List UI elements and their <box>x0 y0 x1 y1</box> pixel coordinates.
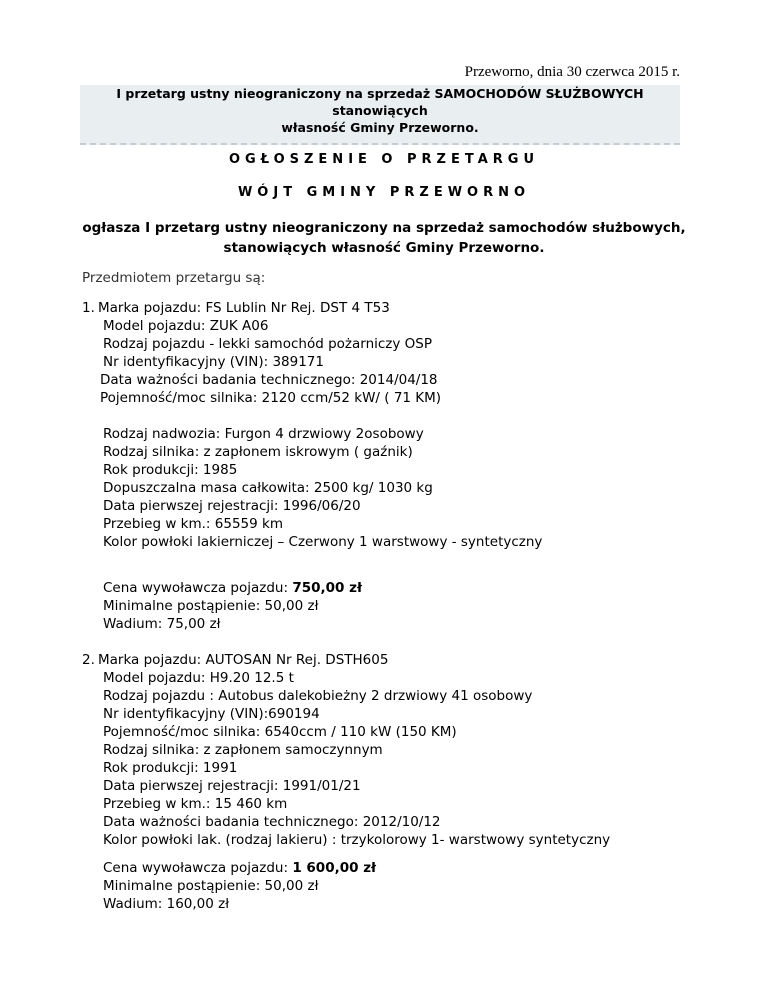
vehicle-detail: Data ważności badania technicznego: 2012/10/12 <box>103 814 441 830</box>
vehicle-detail: Data pierwszej rejestracji: 1991/01/21 <box>103 778 361 794</box>
vehicle-detail: Rodzaj nadwozia: Furgon 4 drzwiowy 2osobowy <box>103 426 424 442</box>
vehicle-detail: Rodzaj silnika: z zapłonem iskrowym ( gaźnik) <box>103 444 413 460</box>
date-line: Przeworno, dnia 30 czerwca 2015 r. <box>464 64 680 80</box>
deposit: Wadium: 75,00 zł <box>103 616 221 632</box>
vehicle-detail: Kolor powłoki lak. (rodzaj lakieru) : trzykolorowy 1- warstwowy syntetyczny <box>103 832 611 848</box>
banner-title-line1: I przetarg ustny nieograniczony na sprzedaż SAMOCHODÓW SŁUŻBOWYCH stanowiących <box>116 86 644 118</box>
announcement-heading: OGŁOSZENIE O PRZETARGU <box>228 152 540 167</box>
intro-text <box>0 218 768 258</box>
vehicle-detail: Kolor powłoki lakierniczej – Czerwony 1 warstwowy - syntetyczny <box>103 534 543 550</box>
banner-title <box>80 85 680 136</box>
vehicle-number: 2. <box>82 652 95 668</box>
deposit: Wadium: 160,00 zł <box>103 896 230 912</box>
vehicle-detail: Rodzaj pojazdu - lekki samochód pożarniczy OSP <box>103 336 433 352</box>
title-banner <box>80 85 680 145</box>
vehicle-detail: Data ważności badania technicznego: 2014/04/18 <box>100 372 438 388</box>
vehicle-detail: Pojemność/moc silnika: 6540ccm / 110 kW (150 KM) <box>103 724 457 740</box>
price-label: Cena wywoławcza pojazdu: <box>103 860 293 876</box>
vehicle-detail: Rodzaj pojazdu : Autobus dalekobieżny 2 drzwiowy 41 osobowy <box>103 688 533 704</box>
minimum-bid: Minimalne postąpienie: 50,00 zł <box>103 878 319 894</box>
vehicle-detail: Pojemność/moc silnika: 2120 ccm/52 kW/ ( 71 KM) <box>100 390 442 406</box>
vehicle-detail: Rok produkcji: 1991 <box>103 760 238 776</box>
vehicle-number: 1. <box>82 300 95 316</box>
starting-price <box>103 860 376 876</box>
authority-heading: WÓJT GMINY PRZEWORNO <box>237 185 531 200</box>
price-value: 750,00 zł <box>292 580 362 596</box>
vehicle-detail: Nr identyfikacyjny (VIN):690194 <box>103 706 320 722</box>
intro-line2: stanowiących własność Gminy Przeworno. <box>223 240 545 256</box>
vehicle-detail: Przebieg w km.: 65559 km <box>103 516 283 532</box>
intro-line1: ogłasza I przetarg ustny nieograniczony na sprzedaż samochodów służbowych, <box>82 220 686 236</box>
vehicle-detail: Dopuszczalna masa całkowita: 2500 kg/ 1030 kg <box>103 480 433 496</box>
vehicle-detail: Rodzaj silnika: z zapłonem samoczynnym <box>103 742 383 758</box>
subject-label: Przedmiotem przetargu są: <box>82 270 266 286</box>
vehicle-detail: Rok produkcji: 1985 <box>103 462 238 478</box>
vehicle-detail: Model pojazdu: ZUK A06 <box>103 318 269 334</box>
starting-price <box>103 580 362 596</box>
banner-title-line2: własność Gminy Przeworno. <box>281 120 479 135</box>
vehicle-detail: Marka pojazdu: FS Lublin Nr Rej. DST 4 T53 <box>98 300 390 316</box>
vehicle-detail: Data pierwszej rejestracji: 1996/06/20 <box>103 498 361 514</box>
price-value: 1 600,00 zł <box>292 860 377 876</box>
vehicle-detail: Marka pojazdu: AUTOSAN Nr Rej. DSTH605 <box>98 652 389 668</box>
vehicle-detail: Model pojazdu: H9.20 12.5 t <box>103 670 294 686</box>
price-label: Cena wywoławcza pojazdu: <box>103 580 293 596</box>
vehicle-detail: Nr identyfikacyjny (VIN): 389171 <box>103 354 324 370</box>
vehicle-detail: Przebieg w km.: 15 460 km <box>103 796 288 812</box>
minimum-bid: Minimalne postąpienie: 50,00 zł <box>103 598 319 614</box>
